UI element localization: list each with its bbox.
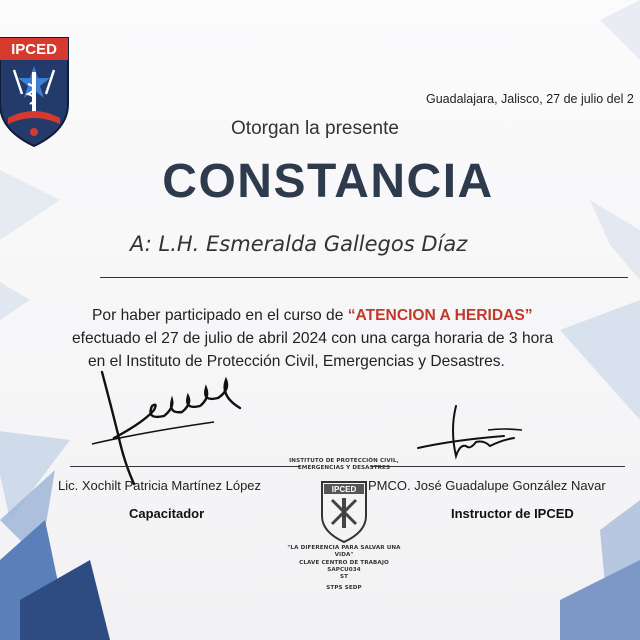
stamp-clave-label: CLAVE CENTRO DE TRABAJO <box>299 560 389 566</box>
stamp-registry: STPS SEDP <box>326 585 362 591</box>
body-line-1-prefix: Por haber participado en el curso de <box>92 307 348 324</box>
left-signature <box>84 362 254 492</box>
right-signatory-role: Instructor de IPCED <box>451 506 574 521</box>
divider <box>100 277 628 278</box>
right-signature-line <box>370 466 625 467</box>
recipient-name: A: L.H. Esmeralda Gallegos Díaz <box>130 232 468 256</box>
body-line-3: en el Instituto de Protección Civil, Emergencias y Desastres. <box>88 353 505 370</box>
certificate-title: CONSTANCIA <box>162 155 494 208</box>
right-signature <box>404 400 544 484</box>
stamp-badge-text: IPCED <box>331 485 357 494</box>
left-signatory-role: Capacitador <box>129 506 205 521</box>
body-line-2: efectuado el 27 de julio de abril 2024 con una carga horaria de 3 hora <box>72 330 554 347</box>
left-signature-line <box>70 466 300 467</box>
stamp-clave-code: SAPCU034 <box>327 567 361 573</box>
stamp-clave-code-2: ST <box>339 574 349 580</box>
right-signatory-name: PMCO. José Guadalupe González Navar <box>368 478 606 493</box>
stamp-arc-line-2: EMERGENCIAS Y DESASTRES <box>297 464 391 471</box>
course-name: “ATENCION A HERIDAS” <box>347 307 533 324</box>
stamp-arc-text <box>286 458 402 471</box>
logo-text: IPCED <box>11 41 57 58</box>
stamp-arc-line-1: INSTITUTO DE PROTECCIÓN CIVIL, <box>289 458 399 464</box>
place-date: Guadalajara, Jalisco, 27 de julio del 2 <box>426 92 634 106</box>
intro-text: Otorgan la presente <box>231 118 399 139</box>
body-line-1 <box>84 304 640 327</box>
stamp-motto: "LA DIFERENCIA PARA SALVAR UNA VIDA" <box>287 545 401 558</box>
left-signatory-name: Lic. Xochilt Patricia Martínez López <box>58 478 262 493</box>
